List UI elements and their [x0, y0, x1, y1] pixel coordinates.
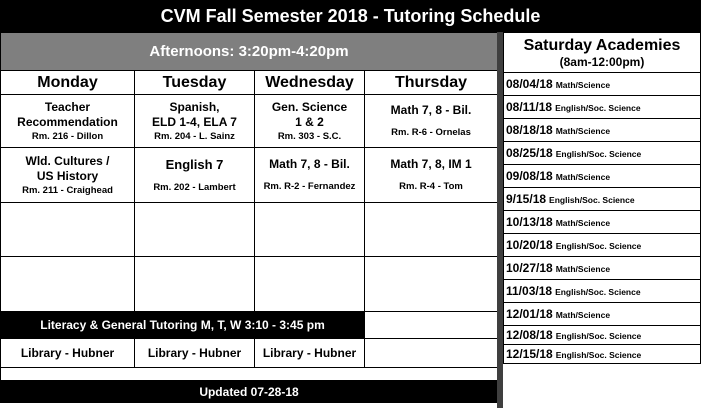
- list-item: [504, 345, 701, 364]
- session-cell: [255, 148, 365, 203]
- session-entry: [504, 345, 701, 364]
- session-cell: [1, 148, 135, 203]
- subject-line: English 7: [165, 156, 224, 172]
- list-item: [504, 73, 701, 96]
- session-subject: Math/Science: [555, 80, 611, 90]
- table-row: [1, 257, 498, 312]
- subject-line: Spanish,: [169, 99, 220, 114]
- list-item: [504, 119, 701, 142]
- empty-cell: [365, 339, 498, 368]
- list-item: [504, 211, 701, 234]
- saturday-academies-table: [503, 32, 701, 364]
- session-date: 09/08/18: [506, 169, 553, 183]
- literacy-header-row: [1, 312, 498, 339]
- day-tuesday: Tuesday: [135, 71, 255, 95]
- empty-cell: [1, 368, 498, 381]
- session-date: 9/15/18: [506, 192, 547, 206]
- empty-cell: [1, 257, 135, 312]
- list-item: [504, 96, 701, 119]
- session-date: 12/15/18: [506, 347, 553, 361]
- subject-line: Recommendation: [17, 114, 118, 129]
- day-wednesday: Wednesday: [255, 71, 365, 95]
- session-date: 12/08/18: [506, 328, 553, 342]
- session-cell: [135, 148, 255, 203]
- empty-cell: [135, 257, 255, 312]
- session-date: 10/27/18: [506, 261, 553, 275]
- day-thursday: Thursday: [365, 71, 498, 95]
- session-cell: [365, 148, 498, 203]
- subject-line: Teacher: [44, 99, 91, 114]
- session-entry: [504, 234, 701, 257]
- empty-cell: [135, 203, 255, 257]
- saturday-header: [504, 33, 701, 73]
- library-cell: Library - Hubner: [135, 339, 255, 368]
- room-label: Rm. R-6 - Ornelas: [391, 127, 471, 138]
- room-label: Rm. 204 - L. Sainz: [154, 130, 235, 142]
- subject-line: Math 7, 8 - Bil.: [269, 157, 350, 171]
- table-row: [1, 339, 498, 368]
- empty-cell: [365, 203, 498, 257]
- table-row: [1, 148, 498, 203]
- session-entry: [504, 303, 701, 326]
- list-item: [504, 257, 701, 280]
- table-row: [1, 203, 498, 257]
- session-subject: Math/Science: [555, 126, 611, 136]
- session-subject: English/Soc. Science: [555, 149, 642, 159]
- library-cell: Library - Hubner: [255, 339, 365, 368]
- list-item: [504, 234, 701, 257]
- list-item: [504, 188, 701, 211]
- session-entry: [504, 211, 701, 234]
- session-subject: Math/Science: [555, 218, 611, 228]
- session-subject: English/Soc. Science: [555, 287, 641, 297]
- session-entry: [504, 119, 701, 142]
- session-entry: [504, 280, 701, 303]
- session-entry: [504, 257, 701, 280]
- saturday-header-row: [504, 33, 701, 73]
- literacy-header: Literacy & General Tutoring M, T, W 3:10 - 3:45 pm: [1, 312, 365, 339]
- session-subject: Math/Science: [555, 172, 611, 182]
- subject-line: Gen. Science: [271, 99, 348, 114]
- list-item: [504, 142, 701, 165]
- session-cell: [1, 95, 135, 148]
- table-row: [1, 368, 498, 381]
- session-entry: [504, 165, 701, 188]
- session-subject: English/Soc. Science: [555, 241, 642, 251]
- room-label: Rm. 211 - Craighead: [22, 184, 113, 196]
- session-subject: Math/Science: [555, 264, 611, 274]
- session-subject: Math/Science: [555, 310, 611, 320]
- subject-line: Math 7, 8 - Bil.: [390, 103, 472, 117]
- page-title: CVM Fall Semester 2018 - Tutoring Schedule: [0, 0, 701, 32]
- saturday-title: Saturday Academies: [523, 36, 681, 54]
- updated-label: Updated 07-28-18: [1, 381, 498, 403]
- room-label: Rm. 202 - Lambert: [153, 181, 236, 193]
- session-entry: [504, 326, 701, 345]
- room-label: Rm. 303 - S.C.: [277, 130, 342, 142]
- session-date: 10/13/18: [506, 215, 553, 229]
- session-date: 12/01/18: [506, 307, 553, 321]
- subject-line: US History: [36, 168, 99, 183]
- subject-line: Math 7, 8, IM 1: [390, 157, 472, 171]
- session-date: 08/25/18: [506, 146, 553, 160]
- session-subject: English/Soc. Science: [555, 103, 641, 113]
- day-header-row: [1, 71, 498, 95]
- saturday-hours: (8am-12:00pm): [559, 54, 645, 69]
- session-cell: [255, 95, 365, 148]
- subject-line: ELD 1-4, ELA 7: [152, 114, 237, 129]
- weekday-schedule-table: [0, 32, 498, 403]
- empty-cell: [255, 257, 365, 312]
- table-row: [1, 95, 498, 148]
- session-entry: [504, 73, 701, 96]
- room-label: Rm. 216 - Dillon: [31, 130, 104, 142]
- list-item: [504, 165, 701, 188]
- list-item: [504, 303, 701, 326]
- afternoons-header: Afternoons: 3:20pm-4:20pm: [1, 33, 498, 71]
- empty-cell: [255, 203, 365, 257]
- room-label: Rm. R-2 - Fernandez: [263, 181, 356, 192]
- session-entry: [504, 188, 701, 211]
- list-item: [504, 326, 701, 345]
- session-subject: English/Soc. Science: [555, 331, 642, 341]
- empty-cell: [1, 203, 135, 257]
- session-date: 08/18/18: [506, 123, 553, 137]
- subject-line: Wld. Cultures /: [25, 153, 110, 168]
- session-entry: [504, 142, 701, 165]
- updated-row: [1, 381, 498, 403]
- session-date: 10/20/18: [506, 238, 553, 252]
- library-cell: Library - Hubner: [1, 339, 135, 368]
- empty-cell: [365, 312, 498, 339]
- session-date: 08/11/18: [506, 100, 553, 114]
- subject-line: 1 & 2: [295, 114, 324, 129]
- room-label: Rm. R-4 - Tom: [399, 181, 463, 192]
- session-subject: English/Soc. Science: [555, 350, 642, 360]
- session-date: 11/03/18: [506, 284, 553, 298]
- session-entry: [504, 96, 701, 119]
- session-subject: English/Soc. Science: [549, 195, 635, 205]
- session-date: 08/04/18: [506, 77, 553, 91]
- list-item: [504, 280, 701, 303]
- empty-cell: [365, 257, 498, 312]
- day-monday: Monday: [1, 71, 135, 95]
- session-cell: [135, 95, 255, 148]
- session-cell: [365, 95, 498, 148]
